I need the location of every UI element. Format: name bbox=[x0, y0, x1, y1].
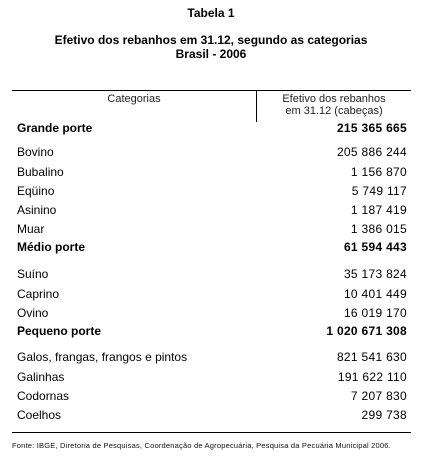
row-value: 821 541 630 bbox=[336, 350, 407, 364]
row-value: 61 594 443 bbox=[343, 240, 407, 254]
row-label: Ovino bbox=[17, 306, 49, 320]
row-value: 205 886 244 bbox=[336, 145, 407, 159]
row-label: Suíno bbox=[17, 267, 49, 281]
table-subtitle: Brasil - 2006 bbox=[175, 47, 247, 61]
row-label: Codornas bbox=[17, 389, 70, 403]
row-value: 5 749 117 bbox=[351, 184, 407, 198]
table-group-row bbox=[17, 323, 411, 339]
row-value: 1 386 015 bbox=[350, 222, 407, 236]
row-value: 215 365 665 bbox=[336, 121, 407, 135]
row-value: 1 156 870 bbox=[350, 165, 407, 179]
row-value: 35 173 824 bbox=[343, 267, 407, 281]
table-row bbox=[17, 164, 411, 180]
row-label: Bovino bbox=[17, 145, 54, 159]
table-row bbox=[17, 202, 411, 218]
table-row bbox=[17, 144, 411, 160]
row-value: 191 622 110 bbox=[337, 370, 407, 384]
row-label: Bubalino bbox=[17, 165, 64, 179]
row-label: Muar bbox=[17, 222, 45, 236]
table-row bbox=[17, 266, 411, 282]
row-value: 299 738 bbox=[361, 408, 407, 422]
row-label: Caprino bbox=[17, 287, 60, 301]
row-value: 7 207 830 bbox=[350, 389, 407, 403]
table-row bbox=[17, 183, 411, 199]
row-label: Asinino bbox=[17, 203, 57, 217]
row-label: Galos, frangas, frangos e pintos bbox=[17, 350, 188, 364]
column-header-category: Categorias bbox=[107, 93, 161, 105]
table-group-row bbox=[17, 239, 411, 255]
table-row bbox=[17, 221, 411, 237]
row-value: 10 401 449 bbox=[343, 287, 407, 301]
row-label: Pequeno porte bbox=[17, 324, 102, 338]
row-value: 1 187 419 bbox=[350, 203, 407, 217]
row-label: Médio porte bbox=[17, 240, 85, 254]
table-row bbox=[17, 388, 411, 404]
table-top-rule bbox=[12, 90, 411, 91]
table-row bbox=[17, 286, 411, 302]
column-header-value-line2: em 31.12 (cabeças) bbox=[285, 105, 383, 117]
row-value: 1 020 671 308 bbox=[326, 324, 407, 338]
row-label: Coelhos bbox=[17, 408, 62, 422]
table-label: Tabela 1 bbox=[187, 6, 235, 20]
row-label: Galinhas bbox=[17, 370, 65, 384]
column-header-value-line1: Efetivo dos rebanhos bbox=[282, 93, 386, 105]
column-header-value bbox=[257, 93, 411, 117]
row-label: Grande porte bbox=[17, 121, 93, 135]
table-row bbox=[17, 305, 411, 321]
table-title: Efetivo dos rebanhos em 31.12, segundo as categorias bbox=[54, 33, 368, 47]
table-row bbox=[17, 349, 411, 365]
table-group-row bbox=[17, 120, 411, 136]
row-value: 16 019 170 bbox=[343, 306, 407, 320]
row-label: Eqüino bbox=[17, 184, 55, 198]
source-note: Fonte: IBGE, Diretoria de Pesquisas, Coordenação de Agropecuária, Pesquisa da Pecuária Municipal 2006. bbox=[12, 441, 391, 450]
table-bottom-rule bbox=[12, 432, 411, 433]
table-row bbox=[17, 407, 411, 423]
table-row bbox=[17, 369, 411, 385]
